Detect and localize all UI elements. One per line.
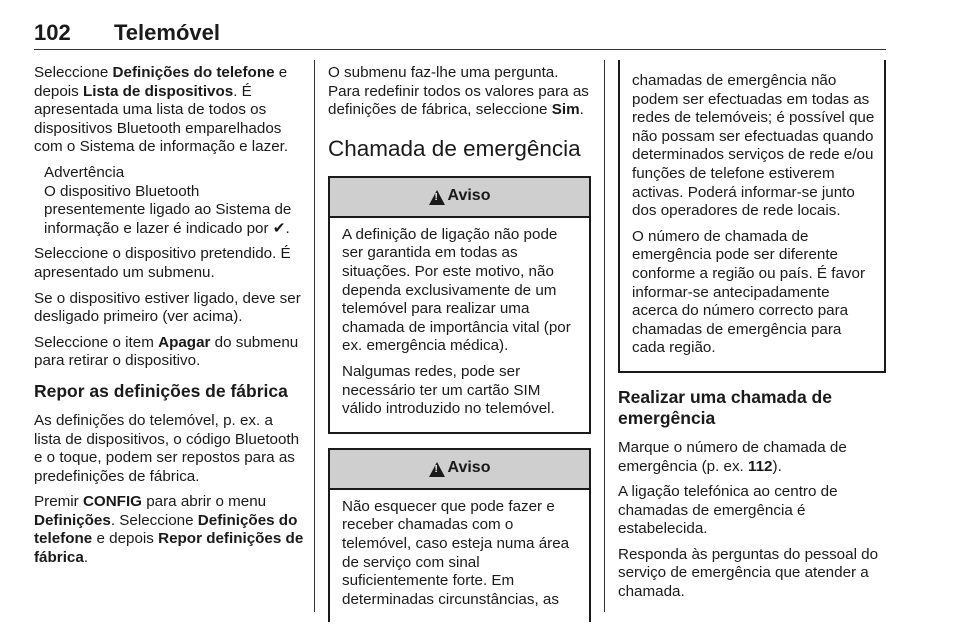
paragraph: O submenu faz-lhe uma pergunta. Para redefinir todos os valores para as definições de fábrica, seleccione Sim. <box>328 64 589 119</box>
paragraph: chamadas de emergência não podem ser efectuadas em todas as redes de telemóveis; é possível que não possam ser efectuadas quando determinados serviços de rede e/ou funções de telefone estiverem activas. Poderá informar-se junto dos operadores de rede locais. <box>632 72 875 220</box>
note-heading: Advertência <box>44 163 125 181</box>
paragraph: Premir CONFIG para abrir o menu Definições. Seleccione Definições do telefone e depois Repor definições de fábrica. <box>34 493 304 567</box>
paragraph: Marque o número de chamada de emergência (p. ex. 112). <box>618 438 847 475</box>
column-divider-1 <box>314 60 315 612</box>
header-rule <box>34 49 886 50</box>
section-heading: Chamada de emergência <box>328 135 581 161</box>
paragraph: Seleccione Definições do telefone e depois Lista de dispositivos. É apresentada uma lista de todos os dispositivos Bluetooth emparelhados com o Sistema de informação e lazer. <box>34 64 289 156</box>
warning-icon: ! <box>429 462 445 477</box>
paragraph: Seleccione o dispositivo pretendido. É apresentado um submenu. <box>34 245 291 281</box>
column-3 <box>618 64 886 609</box>
check-icon: ✔ <box>272 219 286 237</box>
warning-box-continued <box>618 60 886 373</box>
paragraph: Não esquecer que pode fazer e receber chamadas com o telemóvel, caso esteja numa área de serviço com sinal suficientemente forte. Em determinadas circunstâncias, as <box>342 497 570 608</box>
column-2 <box>328 64 591 636</box>
page-title: Telemóvel <box>114 20 220 45</box>
section-heading: Realizar uma chamada de emergência <box>618 386 832 428</box>
note: Advertência O dispositivo Bluetooth presentemente ligado ao Sistema de informação e lazer é indicado por ✔. <box>44 163 292 237</box>
warning-box <box>328 176 591 434</box>
paragraph: A ligação telefónica ao centro de chamadas de emergência é estabelecida. <box>618 483 838 538</box>
paragraph: A definição de ligação não pode ser garantida em todas as situações. Por este motivo, não dependa exclusivamente de um telemóvel para realizar uma chamada de importância vital (por ex. emergência médica). <box>342 225 571 355</box>
paragraph: As definições do telemóvel, p. ex. a lista de dispositivos, o código Bluetooth e o toque, podem ser repostos para as predefinições de fábrica. <box>34 411 300 485</box>
paragraph: Responda às perguntas do pessoal do serviço de emergência que atender a chamada. <box>618 545 879 601</box>
paragraph: Se o dispositivo estiver ligado, deve ser desligado primeiro (ver acima). <box>34 289 301 326</box>
warning-icon: ! <box>429 190 445 205</box>
paragraph: Seleccione o item Apagar do submenu para retirar o dispositivo. <box>34 333 299 370</box>
page-header <box>34 16 886 46</box>
warning-header: ! Aviso <box>330 450 589 490</box>
page-number: 102 <box>34 20 71 45</box>
column-divider-2 <box>604 60 605 612</box>
section-heading: Repor as definições de fábrica <box>34 380 288 401</box>
column-1 <box>34 64 304 575</box>
paragraph: O número de chamada de emergência pode ser diferente conforme a região ou país. É favor informar-se antecipadamente acerca do número correcto para chamadas de emergência para cada região. <box>632 227 866 357</box>
warning-box <box>328 448 591 622</box>
warning-header: ! Aviso <box>330 178 589 218</box>
paragraph: Nalgumas redes, pode ser necessário ter um cartão SIM válido introduzido no telemóvel. <box>342 362 555 418</box>
